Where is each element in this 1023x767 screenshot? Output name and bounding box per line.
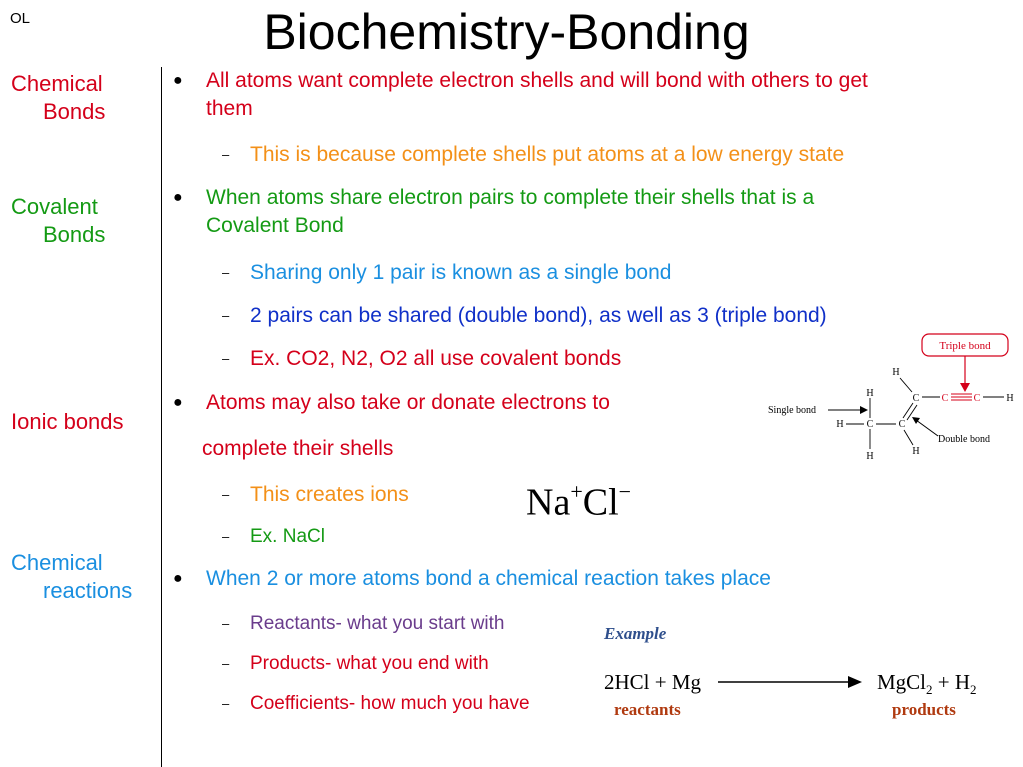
bullet-text-line2: them [206, 97, 253, 120]
sidebar-topic-line2: Bonds [43, 99, 106, 124]
na-charge: + [570, 479, 583, 504]
sidebar-topic-chemical-bonds [11, 70, 105, 126]
bullet-dot-icon: ● [173, 570, 183, 587]
subbullet-item [222, 346, 622, 372]
atom-c: C [866, 419, 874, 430]
subbullet-text: 2 pairs can be shared (double bond), as well as 3 (triple bond) [250, 304, 827, 327]
sidebar-topic-line1: Covalent [11, 194, 98, 219]
bullet-item [173, 67, 1021, 123]
sidebar-topic-ionic-bonds [11, 408, 124, 436]
bullet-text-line1: When 2 or more atoms bond a chemical reaction takes place [206, 567, 771, 590]
atom-c: C [912, 393, 920, 404]
atom-h: H [836, 419, 844, 430]
subbullet-item [222, 652, 489, 676]
example-heading: Example [604, 624, 667, 643]
double-bond-label: Double bond [938, 434, 990, 445]
dash-icon: – [222, 351, 230, 366]
dash-icon: – [222, 487, 230, 502]
atom-h: H [892, 367, 900, 378]
sidebar-topic-line1: Ionic bonds [11, 409, 124, 434]
bond-structure-diagram [762, 330, 1020, 466]
single-bond-label: Single bond [768, 405, 817, 416]
slide-title-text: Biochemistry-Bonding [263, 4, 750, 60]
cl-charge: − [618, 479, 632, 504]
sidebar-topic-line2: Bonds [43, 222, 106, 247]
subbullet-item [222, 260, 672, 286]
atom-c: C [941, 393, 949, 404]
products-formula [877, 670, 977, 698]
corner-label: OL [10, 10, 31, 27]
bullet-text-line2: Covalent Bond [206, 214, 344, 237]
triple-bond-arrowhead [960, 383, 970, 392]
subbullet-text: Ex. CO2, N2, O2 all use covalent bonds [250, 347, 622, 370]
sidebar-topic-chemical-reactions [11, 549, 132, 605]
subbullet-text: Coefficients- how much you have [250, 693, 530, 714]
atom-c: C [973, 393, 981, 404]
dash-icon: – [222, 308, 230, 323]
cl-symbol: Cl [582, 481, 619, 524]
subbullet-text: Reactants- what you start with [250, 613, 505, 634]
subbullet-item [222, 142, 845, 168]
reactants-formula: 2HCl + Mg [604, 670, 702, 694]
atom-c: C [898, 419, 906, 430]
products-label: products [892, 700, 956, 719]
subbullet-text: Sharing only 1 pair is known as a single bond [250, 261, 672, 284]
bullet-item [173, 184, 1021, 240]
double-bond-arrowhead [912, 417, 920, 424]
bullet-text-line1: Atoms may also take or donate electrons to [206, 391, 610, 414]
subbullet-item [222, 525, 325, 549]
sidebar-topic-covalent-bonds [11, 193, 105, 249]
double-bond-arrow [916, 420, 938, 436]
triple-bond-label: Triple bond [939, 340, 991, 352]
atom-h: H [866, 388, 874, 399]
subbullet-item [222, 303, 827, 329]
bullet-dot-icon: ● [173, 72, 183, 89]
bullet-text-continuation: complete their shells [202, 437, 394, 460]
sidebar-topic-line1: Chemical [11, 71, 103, 96]
dash-icon: – [222, 147, 230, 162]
atom-h: H [912, 446, 920, 457]
atom-h: H [1006, 393, 1014, 404]
sidebar-topic-line2: reactions [43, 578, 133, 603]
bullet-dot-icon: ● [173, 394, 183, 411]
subbullet-text: Ex. NaCl [250, 526, 325, 547]
sidebar-topic-line1: Chemical [11, 550, 103, 575]
atom-h: H [866, 451, 874, 462]
products-formula-plus: + H [932, 670, 971, 694]
subbullet-text: This is because complete shells put atoms at a low energy state [250, 143, 845, 166]
bullet-item [173, 565, 771, 593]
subbullet-item [222, 692, 530, 716]
bullet-dot-icon: ● [173, 189, 183, 206]
dash-icon: – [222, 656, 230, 671]
sidebar-divider [161, 67, 162, 767]
products-subscript: 2 [970, 682, 977, 698]
dash-icon: – [222, 616, 230, 631]
dash-icon: – [222, 696, 230, 711]
products-subscript: 2 [926, 682, 933, 698]
dash-icon: – [222, 265, 230, 280]
subbullet-text: This creates ions [250, 483, 409, 506]
reaction-arrow-icon [716, 674, 866, 690]
nacl-formula [526, 472, 631, 525]
single-bond-arrowhead [860, 406, 868, 414]
subbullet-text: Products- what you end with [250, 653, 489, 674]
na-symbol: Na [526, 481, 571, 524]
bullet-item [173, 389, 610, 417]
subbullet-item [222, 482, 409, 508]
bullet-text-line1: When atoms share electron pairs to complete their shells that is a [206, 186, 815, 209]
bullet-text-line1: All atoms want complete electron shells and will bond with others to get [206, 69, 868, 92]
dash-icon: – [222, 529, 230, 544]
subbullet-item [222, 612, 505, 636]
reactants-label: reactants [614, 700, 681, 719]
slide-title [0, 2, 1023, 62]
products-formula-main: MgCl [877, 670, 927, 694]
